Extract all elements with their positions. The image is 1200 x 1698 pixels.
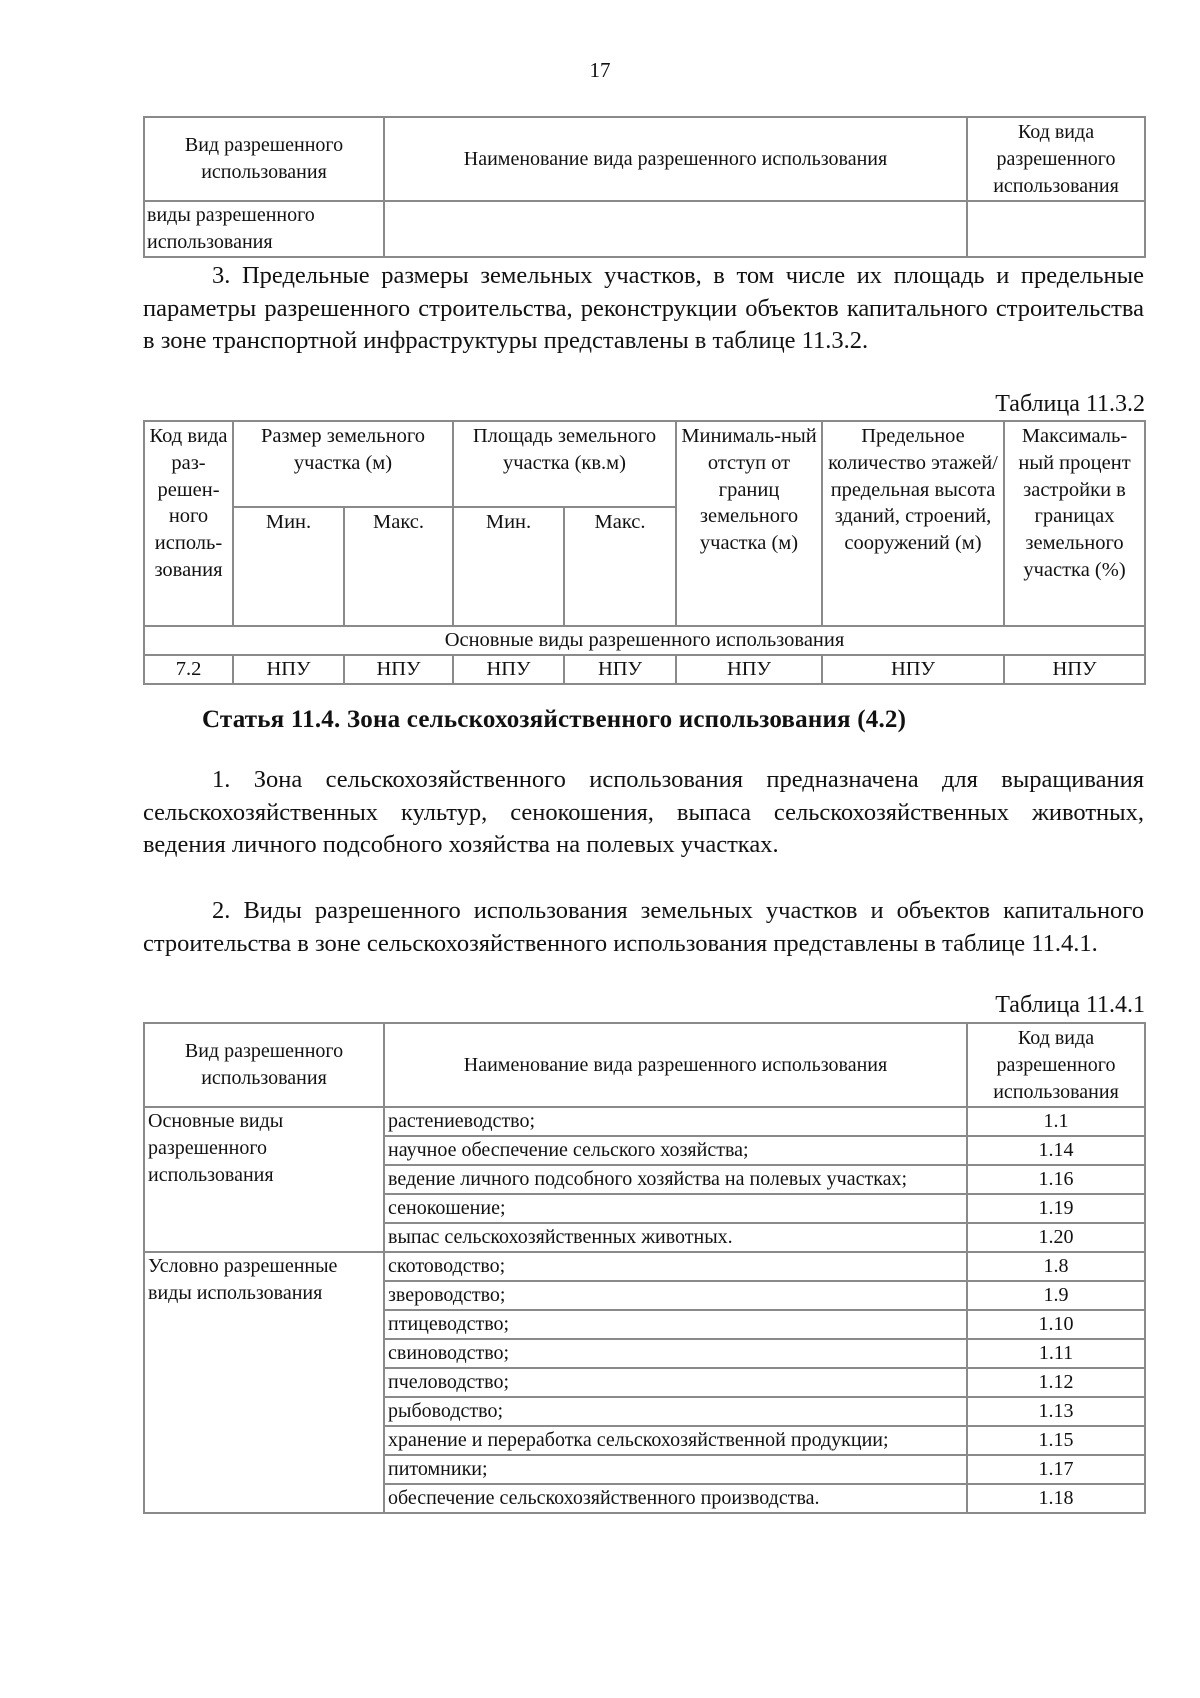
cell-use-name: обеспечение сельскохозяйственного производства.: [384, 1484, 967, 1513]
group-label-main: Основные виды разрешенного использования: [144, 1107, 384, 1252]
header-area-min: Мин.: [453, 507, 564, 626]
cell-setback: НПУ: [676, 655, 822, 684]
cell-use-name: свиноводство;: [384, 1339, 967, 1368]
cell-use-code: 1.15: [967, 1426, 1145, 1455]
cell-use-code: 1.12: [967, 1368, 1145, 1397]
header-size-min: Мин.: [233, 507, 344, 626]
cell-use-code: 1.18: [967, 1484, 1145, 1513]
header-use-code: Код вида разрешенного использования: [967, 1023, 1145, 1107]
paragraph-3-text: 3. Предельные размеры земельных участков, в том числе их площадь и предельные параметры разрешенного строительства, реконструкции объектов капитального строительства в зоне транспортной инфраструктуры представлены в таблице 11.3.2.: [143, 262, 1144, 354]
header-use-type: Вид разрешенного использования: [144, 117, 384, 201]
cell-code: 7.2: [144, 655, 233, 684]
cell-use-code: 1.10: [967, 1310, 1145, 1339]
header-floors: Предельное количество этажей/ предельная высота зданий, строений, сооружений (м): [822, 421, 1004, 626]
header-code: Код вида раз-решен-ного исполь-зования: [144, 421, 233, 626]
cell-use-code: [967, 201, 1145, 257]
cell-use-type: виды разрешенного использования: [144, 201, 384, 257]
table-row: [144, 1107, 1145, 1136]
cell-coverage: НПУ: [1004, 655, 1145, 684]
cell-use-code: 1.9: [967, 1281, 1145, 1310]
header-area: Площадь земельного участка (кв.м): [453, 421, 676, 507]
table-11-4-1: [143, 1022, 1146, 1514]
header-use-type: Вид разрешенного использования: [144, 1023, 384, 1107]
table-caption-11-4-1: Таблица 11.4.1: [995, 992, 1145, 1018]
paragraph-2-text: 2. Виды разрешенного использования земельных участков и объектов капитального строительства в зоне сельскохозяйственного использования представлены в таблице 11.4.1.: [143, 897, 1144, 957]
cell-use-code: 1.20: [967, 1223, 1145, 1252]
cell-area-min: НПУ: [453, 655, 564, 684]
cell-use-name: хранение и переработка сельскохозяйственной продукции;: [384, 1426, 967, 1455]
cell-use-code: 1.17: [967, 1455, 1145, 1484]
group-label-conditional: Условно разрешенные виды использования: [144, 1252, 384, 1513]
paragraph-1: [143, 764, 1144, 862]
cell-area-max: НПУ: [564, 655, 676, 684]
cell-use-code: 1.13: [967, 1397, 1145, 1426]
cell-use-code: 1.8: [967, 1252, 1145, 1281]
header-use-name: Наименование вида разрешенного использования: [384, 1023, 967, 1107]
paragraph-2: [143, 895, 1144, 960]
header-size-max: Макс.: [344, 507, 453, 626]
cell-use-name: питомники;: [384, 1455, 967, 1484]
paragraph-3: [143, 260, 1144, 358]
cell-use-code: 1.14: [967, 1136, 1145, 1165]
page-number: 17: [589, 58, 611, 82]
header-area-max: Макс.: [564, 507, 676, 626]
cell-use-code: 1.11: [967, 1339, 1145, 1368]
table-caption-11-3-2: Таблица 11.3.2: [995, 391, 1145, 417]
cell-size-min: НПУ: [233, 655, 344, 684]
table-row: [144, 1252, 1145, 1281]
cell-use-name: сенокошение;: [384, 1194, 967, 1223]
article-heading: Статья 11.4. Зона сельскохозяйственного использования (4.2): [202, 706, 907, 733]
cell-use-name: звероводство;: [384, 1281, 967, 1310]
cell-size-max: НПУ: [344, 655, 453, 684]
table-prev-continuation: [143, 116, 1146, 258]
header-use-code: Код вида разрешенного использования: [967, 117, 1145, 201]
cell-use-name: рыбоводство;: [384, 1397, 967, 1426]
cell-use-name: [384, 201, 967, 257]
table-row: [144, 201, 1145, 257]
cell-use-name: растениеводство;: [384, 1107, 967, 1136]
cell-use-name: выпас сельскохозяйственных животных.: [384, 1223, 967, 1252]
cell-use-name: ведение личного подсобного хозяйства на полевых участках;: [384, 1165, 967, 1194]
cell-use-name: скотоводство;: [384, 1252, 967, 1281]
header-setback: Минималь-ный отступ от границ земельного участка (м): [676, 421, 822, 626]
table-row: [144, 655, 1145, 684]
header-use-name: Наименование вида разрешенного использования: [384, 117, 967, 201]
table-header-row: [144, 117, 1145, 201]
cell-floors: НПУ: [822, 655, 1004, 684]
table-11-3-2: [143, 420, 1146, 685]
header-size: Размер земельного участка (м): [233, 421, 453, 507]
table-section-row: [144, 626, 1145, 655]
cell-use-code: 1.19: [967, 1194, 1145, 1223]
cell-use-name: птицеводство;: [384, 1310, 967, 1339]
table-header-row: [144, 1023, 1145, 1107]
section-label: Основные виды разрешенного использования: [144, 626, 1145, 655]
cell-use-code: 1.16: [967, 1165, 1145, 1194]
cell-use-code: 1.1: [967, 1107, 1145, 1136]
cell-use-name: научное обеспечение сельского хозяйства;: [384, 1136, 967, 1165]
cell-use-name: пчеловодство;: [384, 1368, 967, 1397]
table-header-row: [144, 421, 1145, 507]
header-coverage: Максималь-ный процент застройки в границах земельного участка (%): [1004, 421, 1145, 626]
paragraph-1-text: 1. Зона сельскохозяйственного использования предназначена для выращивания сельскохозяйственных культур, сенокошения, выпаса сельскохозяйственных животных, ведения личного подсобного хозяйства на полевых участках.: [143, 766, 1144, 858]
